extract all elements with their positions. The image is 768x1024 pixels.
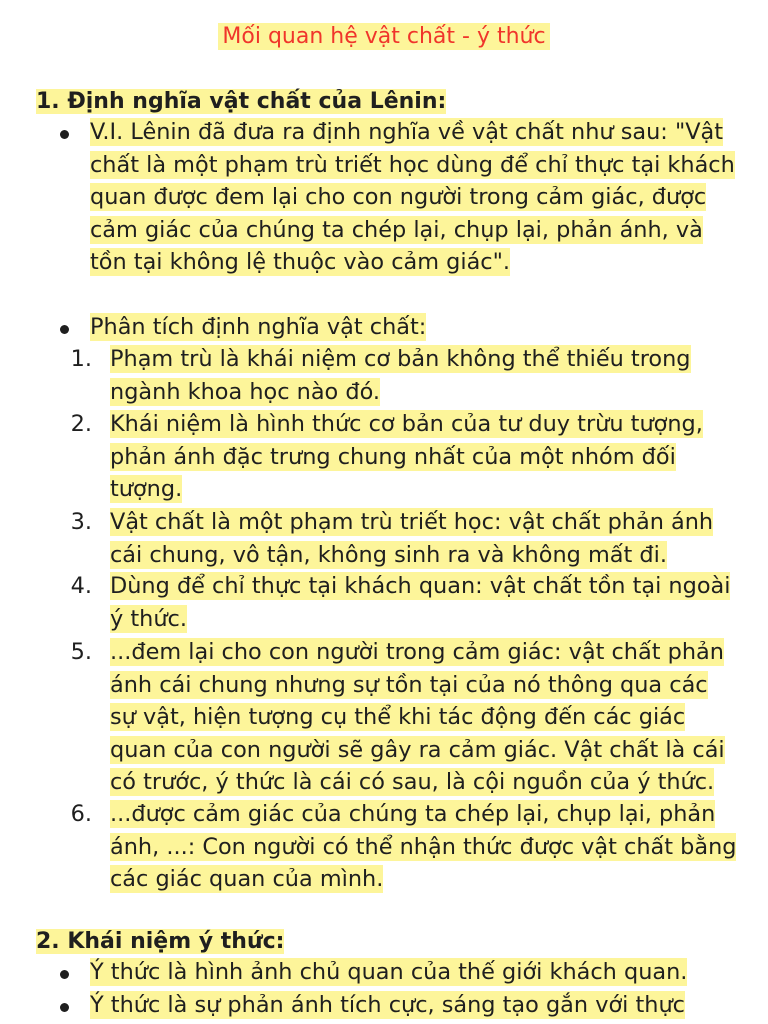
section-heading-1: 1. Định nghĩa vật chất của Lênin: xyxy=(36,89,447,114)
list-number: 3. xyxy=(70,509,92,535)
title-text: Mối quan hệ vật chất - ý thức xyxy=(218,23,549,50)
list-item: V.I. Lênin đã đưa ra định nghĩa về vật chất như sau: "Vật chất là một phạm trù triết học dùng để chỉ thực tại khách quan được đem lại cho con người trong cảm giác, được cảm giác của chúng ta chép lại, chụp lại, phản ánh, và tồn tại không lệ thuộc vào cảm giác". xyxy=(90,119,735,276)
bullet-dot-icon xyxy=(60,970,69,979)
document-title xyxy=(0,22,768,52)
numbered-item: ...đem lại cho con người trong cảm giác: vật chất phản ánh cái chung nhưng sự tồn tại của nó thông qua các sự vật, hiện tượng cụ thể khi tác động đến các giác quan của con người sẽ gây ra cảm giác. Vật chất là cái có trước, ý thức là cái có sau, là cội nguồn của ý thức. xyxy=(110,639,725,796)
bullet-dot-icon xyxy=(60,325,69,334)
list-number: 4. xyxy=(70,573,92,599)
list-number: 2. xyxy=(70,411,92,437)
list-number: 6. xyxy=(70,801,92,827)
section-heading-2: 2. Khái niệm ý thức: xyxy=(36,929,285,954)
numbered-item: Vật chất là một phạm trù triết học: vật chất phản ánh cái chung, vô tận, không sinh ra và không mất đi. xyxy=(110,509,714,568)
list-number: 1. xyxy=(70,346,92,372)
numbered-item: Khái niệm là hình thức cơ bản của tư duy trừu tượng, phản ánh đặc trưng chung nhất của một nhóm đối tượng. xyxy=(110,411,703,503)
list-number: 5. xyxy=(70,639,92,665)
list-item: Ý thức là sự phản ánh tích cực, sáng tạo gắn với thực xyxy=(90,992,685,1018)
bullet-dot-icon xyxy=(60,130,69,139)
numbered-item: Dùng để chỉ thực tại khách quan: vật chất tồn tại ngoài ý thức. xyxy=(110,573,731,632)
numbered-item: Phạm trù là khái niệm cơ bản không thể thiếu trong ngành khoa học nào đó. xyxy=(110,346,691,405)
list-item: Phân tích định nghĩa vật chất: xyxy=(90,314,427,340)
numbered-item: ...được cảm giác của chúng ta chép lại, chụp lại, phản ánh, ...: Con người có thể nhận thức được vật chất bằng các giác quan của mình. xyxy=(110,801,737,893)
bullet-dot-icon xyxy=(60,1003,69,1012)
list-item: Ý thức là hình ảnh chủ quan của thế giới khách quan. xyxy=(90,959,688,985)
